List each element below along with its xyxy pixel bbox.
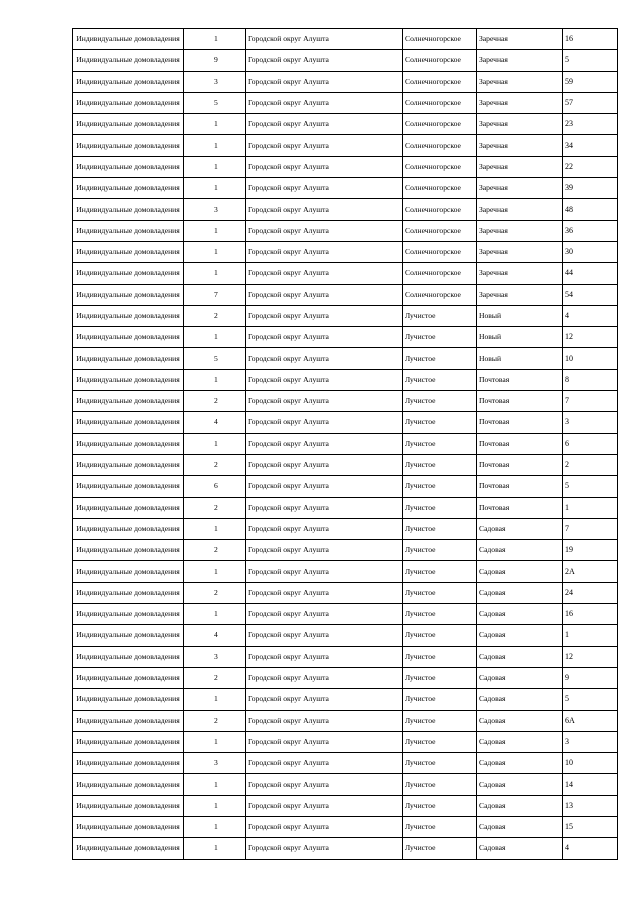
cell-district: Городской округ Алушта: [246, 241, 403, 262]
cell-building-type: Индивидуальные домовладения: [73, 753, 184, 774]
cell-district: Городской округ Алушта: [246, 369, 403, 390]
cell-street: Заречная: [477, 241, 563, 262]
cell-count: 1: [184, 689, 246, 710]
cell-street: Почтовая: [477, 476, 563, 497]
cell-house-number: 5: [563, 689, 618, 710]
cell-district: Городской округ Алушта: [246, 816, 403, 837]
cell-district: Городской округ Алушта: [246, 540, 403, 561]
cell-building-type: Индивидуальные домовладения: [73, 71, 184, 92]
cell-house-number: 10: [563, 753, 618, 774]
cell-settlement: Солнечногорское: [403, 284, 477, 305]
cell-district: Городской округ Алушта: [246, 433, 403, 454]
cell-house-number: 6: [563, 433, 618, 454]
cell-building-type: Индивидуальные домовладения: [73, 710, 184, 731]
cell-count: 9: [184, 50, 246, 71]
cell-settlement: Солнечногорское: [403, 135, 477, 156]
cell-district: Городской округ Алушта: [246, 156, 403, 177]
cell-district: Городской округ Алушта: [246, 29, 403, 50]
cell-settlement: Лучистое: [403, 327, 477, 348]
cell-building-type: Индивидуальные домовладения: [73, 135, 184, 156]
table-row: [73, 178, 618, 199]
cell-count: 1: [184, 135, 246, 156]
cell-count: 1: [184, 816, 246, 837]
cell-district: Городской округ Алушта: [246, 71, 403, 92]
cell-count: 5: [184, 348, 246, 369]
cell-district: Городской округ Алушта: [246, 348, 403, 369]
table-row: [73, 561, 618, 582]
table-row: [73, 604, 618, 625]
cell-house-number: 2: [563, 454, 618, 475]
cell-house-number: 12: [563, 327, 618, 348]
table-row: [73, 305, 618, 326]
cell-district: Городской округ Алушта: [246, 497, 403, 518]
cell-building-type: Индивидуальные домовладения: [73, 454, 184, 475]
table-row: [73, 816, 618, 837]
cell-count: 1: [184, 433, 246, 454]
cell-street: Садовая: [477, 582, 563, 603]
cell-building-type: Индивидуальные домовладения: [73, 241, 184, 262]
cell-street: Заречная: [477, 284, 563, 305]
cell-street: Почтовая: [477, 412, 563, 433]
cell-settlement: Лучистое: [403, 625, 477, 646]
cell-house-number: 23: [563, 114, 618, 135]
cell-house-number: 13: [563, 795, 618, 816]
cell-count: 1: [184, 178, 246, 199]
cell-count: 1: [184, 604, 246, 625]
cell-street: Заречная: [477, 156, 563, 177]
cell-house-number: 2А: [563, 561, 618, 582]
cell-house-number: 8: [563, 369, 618, 390]
cell-count: 2: [184, 667, 246, 688]
cell-house-number: 48: [563, 199, 618, 220]
table-row: [73, 241, 618, 262]
cell-house-number: 19: [563, 540, 618, 561]
cell-street: Садовая: [477, 646, 563, 667]
cell-count: 1: [184, 369, 246, 390]
table-row: [73, 774, 618, 795]
cell-street: Заречная: [477, 178, 563, 199]
cell-settlement: Солнечногорское: [403, 50, 477, 71]
table-row: [73, 476, 618, 497]
cell-district: Городской округ Алушта: [246, 412, 403, 433]
table-row: [73, 667, 618, 688]
cell-settlement: Солнечногорское: [403, 114, 477, 135]
cell-street: Почтовая: [477, 391, 563, 412]
table-row: [73, 795, 618, 816]
cell-house-number: 16: [563, 604, 618, 625]
cell-building-type: Индивидуальные домовладения: [73, 348, 184, 369]
cell-street: Заречная: [477, 220, 563, 241]
cell-count: 3: [184, 646, 246, 667]
cell-street: Почтовая: [477, 369, 563, 390]
cell-building-type: Индивидуальные домовладения: [73, 689, 184, 710]
cell-house-number: 36: [563, 220, 618, 241]
table-row: [73, 114, 618, 135]
cell-building-type: Индивидуальные домовладения: [73, 263, 184, 284]
cell-count: 7: [184, 284, 246, 305]
table-row: [73, 327, 618, 348]
cell-count: 1: [184, 774, 246, 795]
cell-house-number: 14: [563, 774, 618, 795]
cell-settlement: Солнечногорское: [403, 220, 477, 241]
table-row: [73, 433, 618, 454]
table-row: [73, 92, 618, 113]
cell-street: Садовая: [477, 518, 563, 539]
cell-count: 1: [184, 220, 246, 241]
cell-district: Городской округ Алушта: [246, 92, 403, 113]
cell-settlement: Солнечногорское: [403, 199, 477, 220]
cell-district: Городской округ Алушта: [246, 284, 403, 305]
cell-district: Городской округ Алушта: [246, 220, 403, 241]
cell-settlement: Солнечногорское: [403, 263, 477, 284]
cell-settlement: Лучистое: [403, 731, 477, 752]
cell-street: Садовая: [477, 561, 563, 582]
cell-settlement: Лучистое: [403, 497, 477, 518]
cell-street: Заречная: [477, 135, 563, 156]
table-row: [73, 348, 618, 369]
cell-count: 1: [184, 518, 246, 539]
cell-street: Садовая: [477, 816, 563, 837]
table-row: [73, 71, 618, 92]
cell-settlement: Лучистое: [403, 816, 477, 837]
cell-settlement: Лучистое: [403, 753, 477, 774]
cell-count: 2: [184, 582, 246, 603]
cell-district: Городской округ Алушта: [246, 710, 403, 731]
cell-street: Новый: [477, 305, 563, 326]
cell-building-type: Индивидуальные домовладения: [73, 156, 184, 177]
cell-count: 1: [184, 114, 246, 135]
table-row: [73, 689, 618, 710]
cell-street: Садовая: [477, 667, 563, 688]
cell-building-type: Индивидуальные домовладения: [73, 774, 184, 795]
table-row: [73, 518, 618, 539]
table-row: [73, 412, 618, 433]
cell-count: 2: [184, 540, 246, 561]
cell-building-type: Индивидуальные домовладения: [73, 305, 184, 326]
cell-house-number: 54: [563, 284, 618, 305]
cell-building-type: Индивидуальные домовладения: [73, 540, 184, 561]
cell-count: 1: [184, 241, 246, 262]
cell-street: Садовая: [477, 838, 563, 859]
cell-count: 2: [184, 710, 246, 731]
cell-count: 4: [184, 412, 246, 433]
cell-house-number: 39: [563, 178, 618, 199]
cell-house-number: 9: [563, 667, 618, 688]
address-table: [72, 28, 618, 860]
table-row: [73, 540, 618, 561]
cell-street: Новый: [477, 327, 563, 348]
table-row: [73, 263, 618, 284]
cell-house-number: 59: [563, 71, 618, 92]
cell-house-number: 16: [563, 29, 618, 50]
cell-settlement: Лучистое: [403, 561, 477, 582]
cell-settlement: Лучистое: [403, 795, 477, 816]
cell-street: Садовая: [477, 795, 563, 816]
cell-district: Городской округ Алушта: [246, 774, 403, 795]
cell-district: Городской округ Алушта: [246, 327, 403, 348]
table-row: [73, 220, 618, 241]
table-row: [73, 731, 618, 752]
cell-building-type: Индивидуальные домовладения: [73, 284, 184, 305]
cell-house-number: 34: [563, 135, 618, 156]
cell-district: Городской округ Алушта: [246, 561, 403, 582]
cell-building-type: Индивидуальные домовладения: [73, 561, 184, 582]
cell-house-number: 3: [563, 731, 618, 752]
cell-building-type: Индивидуальные домовладения: [73, 731, 184, 752]
table-row: [73, 391, 618, 412]
cell-building-type: Индивидуальные домовладения: [73, 625, 184, 646]
cell-building-type: Индивидуальные домовладения: [73, 838, 184, 859]
cell-building-type: Индивидуальные домовладения: [73, 476, 184, 497]
table-row: [73, 369, 618, 390]
cell-house-number: 4: [563, 305, 618, 326]
table-row: [73, 710, 618, 731]
cell-street: Садовая: [477, 689, 563, 710]
cell-house-number: 6А: [563, 710, 618, 731]
cell-house-number: 44: [563, 263, 618, 284]
cell-street: Заречная: [477, 114, 563, 135]
table-row: [73, 625, 618, 646]
cell-district: Городской округ Алушта: [246, 731, 403, 752]
cell-district: Городской округ Алушта: [246, 454, 403, 475]
cell-street: Садовая: [477, 774, 563, 795]
cell-building-type: Индивидуальные домовладения: [73, 369, 184, 390]
cell-settlement: Лучистое: [403, 476, 477, 497]
table-row: [73, 497, 618, 518]
cell-building-type: Индивидуальные домовладения: [73, 816, 184, 837]
cell-settlement: Лучистое: [403, 305, 477, 326]
cell-district: Городской округ Алушта: [246, 838, 403, 859]
cell-street: Садовая: [477, 604, 563, 625]
cell-district: Городской округ Алушта: [246, 199, 403, 220]
cell-house-number: 4: [563, 838, 618, 859]
cell-settlement: Лучистое: [403, 391, 477, 412]
cell-settlement: Солнечногорское: [403, 71, 477, 92]
cell-district: Городской округ Алушта: [246, 178, 403, 199]
cell-building-type: Индивидуальные домовладения: [73, 667, 184, 688]
cell-house-number: 1: [563, 625, 618, 646]
cell-count: 1: [184, 263, 246, 284]
cell-building-type: Индивидуальные домовладения: [73, 518, 184, 539]
cell-street: Садовая: [477, 731, 563, 752]
cell-count: 3: [184, 71, 246, 92]
cell-count: 1: [184, 795, 246, 816]
cell-house-number: 24: [563, 582, 618, 603]
cell-settlement: Лучистое: [403, 348, 477, 369]
cell-settlement: Лучистое: [403, 646, 477, 667]
cell-house-number: 5: [563, 50, 618, 71]
cell-street: Почтовая: [477, 454, 563, 475]
cell-district: Городской округ Алушта: [246, 305, 403, 326]
table-row: [73, 582, 618, 603]
cell-district: Городской округ Алушта: [246, 518, 403, 539]
cell-settlement: Солнечногорское: [403, 178, 477, 199]
cell-street: Садовая: [477, 753, 563, 774]
cell-house-number: 57: [563, 92, 618, 113]
table-row: [73, 135, 618, 156]
cell-building-type: Индивидуальные домовладения: [73, 646, 184, 667]
cell-settlement: Солнечногорское: [403, 241, 477, 262]
cell-street: Заречная: [477, 71, 563, 92]
cell-district: Городской округ Алушта: [246, 646, 403, 667]
cell-building-type: Индивидуальные домовладения: [73, 114, 184, 135]
cell-settlement: Лучистое: [403, 369, 477, 390]
table-row: [73, 646, 618, 667]
cell-settlement: Лучистое: [403, 433, 477, 454]
cell-district: Городской округ Алушта: [246, 135, 403, 156]
cell-street: Новый: [477, 348, 563, 369]
cell-house-number: 12: [563, 646, 618, 667]
cell-settlement: Лучистое: [403, 838, 477, 859]
cell-house-number: 22: [563, 156, 618, 177]
cell-building-type: Индивидуальные домовладения: [73, 497, 184, 518]
cell-house-number: 3: [563, 412, 618, 433]
cell-settlement: Солнечногорское: [403, 29, 477, 50]
cell-count: 3: [184, 753, 246, 774]
table-row: [73, 156, 618, 177]
cell-street: Садовая: [477, 625, 563, 646]
cell-building-type: Индивидуальные домовладения: [73, 391, 184, 412]
cell-building-type: Индивидуальные домовладения: [73, 92, 184, 113]
cell-district: Городской округ Алушта: [246, 114, 403, 135]
cell-street: Заречная: [477, 29, 563, 50]
cell-building-type: Индивидуальные домовладения: [73, 433, 184, 454]
cell-count: 2: [184, 305, 246, 326]
cell-building-type: Индивидуальные домовладения: [73, 795, 184, 816]
cell-street: Заречная: [477, 92, 563, 113]
cell-district: Городской округ Алушта: [246, 753, 403, 774]
cell-district: Городской округ Алушта: [246, 689, 403, 710]
cell-settlement: Солнечногорское: [403, 156, 477, 177]
cell-house-number: 30: [563, 241, 618, 262]
cell-count: 4: [184, 625, 246, 646]
cell-house-number: 5: [563, 476, 618, 497]
cell-district: Городской округ Алушта: [246, 50, 403, 71]
cell-district: Городской округ Алушта: [246, 476, 403, 497]
cell-house-number: 1: [563, 497, 618, 518]
table-row: [73, 838, 618, 859]
cell-count: 5: [184, 92, 246, 113]
cell-count: 1: [184, 731, 246, 752]
cell-settlement: Лучистое: [403, 454, 477, 475]
cell-settlement: Лучистое: [403, 774, 477, 795]
cell-house-number: 10: [563, 348, 618, 369]
cell-building-type: Индивидуальные домовладения: [73, 604, 184, 625]
table-row: [73, 284, 618, 305]
cell-district: Городской округ Алушта: [246, 604, 403, 625]
cell-house-number: 15: [563, 816, 618, 837]
cell-count: 1: [184, 29, 246, 50]
cell-settlement: Лучистое: [403, 689, 477, 710]
cell-settlement: Лучистое: [403, 710, 477, 731]
cell-district: Городской округ Алушта: [246, 582, 403, 603]
cell-count: 1: [184, 561, 246, 582]
cell-settlement: Солнечногорское: [403, 92, 477, 113]
table-row: [73, 454, 618, 475]
cell-street: Садовая: [477, 710, 563, 731]
cell-building-type: Индивидуальные домовладения: [73, 50, 184, 71]
table-row: [73, 29, 618, 50]
cell-building-type: Индивидуальные домовладения: [73, 199, 184, 220]
cell-street: Садовая: [477, 540, 563, 561]
cell-count: 6: [184, 476, 246, 497]
cell-street: Почтовая: [477, 433, 563, 454]
cell-building-type: Индивидуальные домовладения: [73, 582, 184, 603]
cell-street: Почтовая: [477, 497, 563, 518]
cell-district: Городской округ Алушта: [246, 263, 403, 284]
cell-building-type: Индивидуальные домовладения: [73, 29, 184, 50]
cell-settlement: Лучистое: [403, 412, 477, 433]
cell-street: Заречная: [477, 199, 563, 220]
cell-count: 2: [184, 454, 246, 475]
cell-district: Городской округ Алушта: [246, 391, 403, 412]
cell-street: Заречная: [477, 263, 563, 284]
cell-house-number: 7: [563, 391, 618, 412]
table-row: [73, 199, 618, 220]
cell-count: 1: [184, 156, 246, 177]
cell-building-type: Индивидуальные домовладения: [73, 327, 184, 348]
cell-settlement: Лучистое: [403, 582, 477, 603]
cell-district: Городской округ Алушта: [246, 625, 403, 646]
table-row: [73, 50, 618, 71]
cell-count: 3: [184, 199, 246, 220]
cell-count: 2: [184, 391, 246, 412]
cell-building-type: Индивидуальные домовладения: [73, 412, 184, 433]
address-table-body: [73, 29, 618, 860]
cell-count: 2: [184, 497, 246, 518]
cell-street: Заречная: [477, 50, 563, 71]
cell-building-type: Индивидуальные домовладения: [73, 220, 184, 241]
cell-building-type: Индивидуальные домовладения: [73, 178, 184, 199]
cell-settlement: Лучистое: [403, 518, 477, 539]
cell-count: 1: [184, 838, 246, 859]
cell-count: 1: [184, 327, 246, 348]
cell-district: Городской округ Алушта: [246, 667, 403, 688]
cell-settlement: Лучистое: [403, 667, 477, 688]
cell-house-number: 7: [563, 518, 618, 539]
cell-district: Городской округ Алушта: [246, 795, 403, 816]
cell-settlement: Лучистое: [403, 604, 477, 625]
cell-settlement: Лучистое: [403, 540, 477, 561]
table-row: [73, 753, 618, 774]
